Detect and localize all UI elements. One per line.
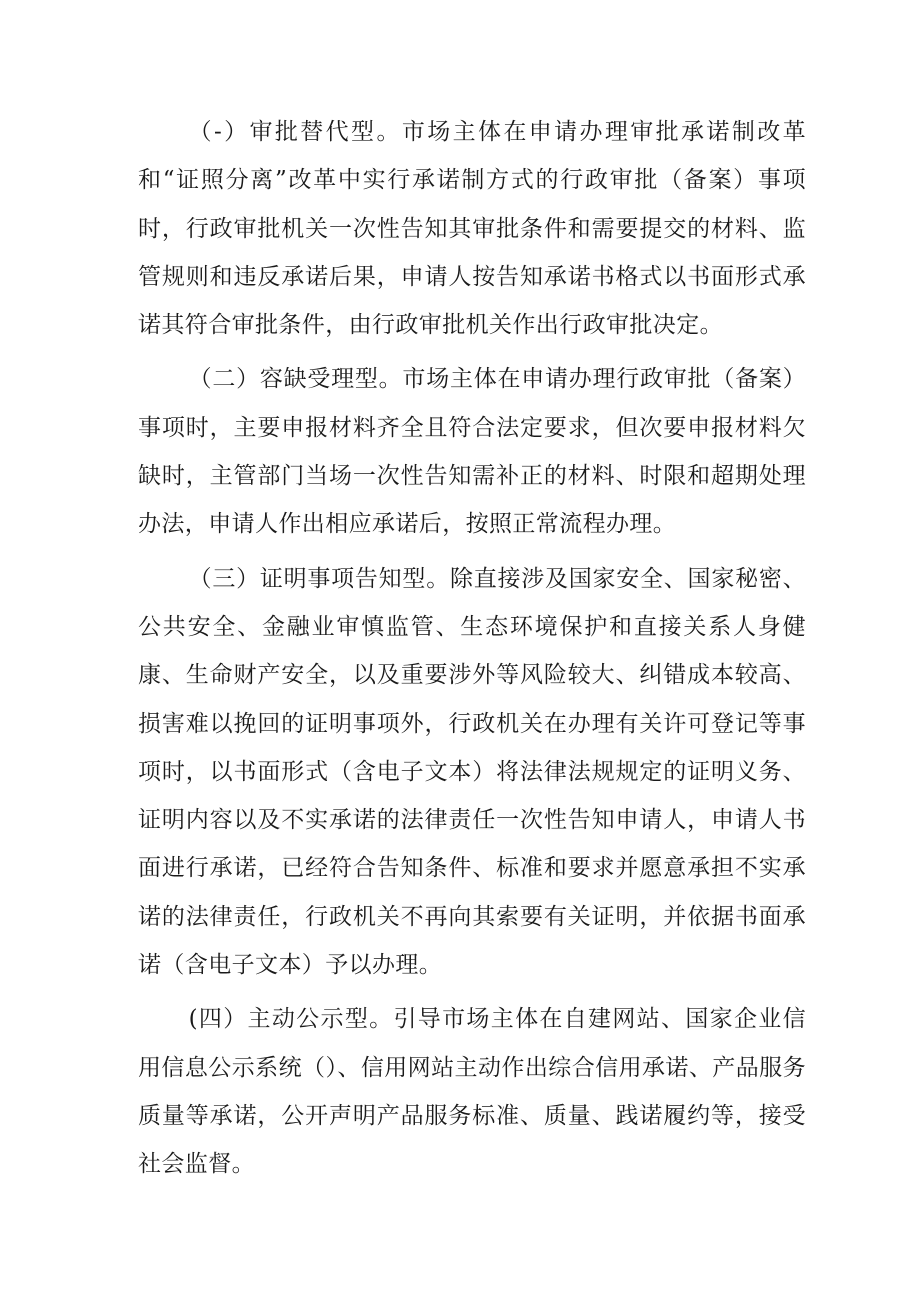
paragraph-approval-substitution: （-）审批替代型。市场主体在申请办理审批承诺制改革和“证照分离”改革中实行承诺制方式的行政审批（备案）事项时，行政审批机关一次性告知其审批条件和需要提交的材料、监管规则和违反承诺后果，申请人按告知承诺书格式以书面形式承诺其符合审批条件，由行政审批机关作出行政审批决定。 (138, 119, 806, 339)
paragraph-active-disclosure: (四）主动公示型。引导市场主体在自建网站、国家企业信用信息公示系统（）、信用网站主动作出综合信用承诺、产品服务质量等承诺，公开声明产品服务标准、质量、践诺履约等，接受社会监督。 (138, 1006, 806, 1178)
paragraph-deficiency-acceptance: （二）容缺受理型。市场主体在申请办理行政审批（备案）事项时，主要申报材料齐全且符合法定要求，但次要申报材料欠缺时，主管部门当场一次性告知需补正的材料、时限和超期处理办法，申请人作出相应承诺后，按照正常流程办理。 (138, 366, 806, 538)
document-body (138, 108, 806, 1195)
paragraph-certification-notification: （三）证明事项告知型。除直接涉及国家安全、国家秘密、公共安全、金融业审慎监管、生态环境保护和直接关系人身健康、生命财产安全，以及重要涉外等风险较大、纠错成本较高、损害难以挽回的证明事项外，行政机关在办理有关许可登记等事项时，以书面形式（含电子文本）将法律法规规定的证明义务、证明内容以及不实承诺的法律责任一次性告知申请人，申请人书面进行承诺，已经符合告知条件、标准和要求并愿意承担不实承诺的法律责任，行政机关不再向其索要有关证明，并依据书面承诺（含电子文本）予以办理。 (138, 565, 806, 979)
